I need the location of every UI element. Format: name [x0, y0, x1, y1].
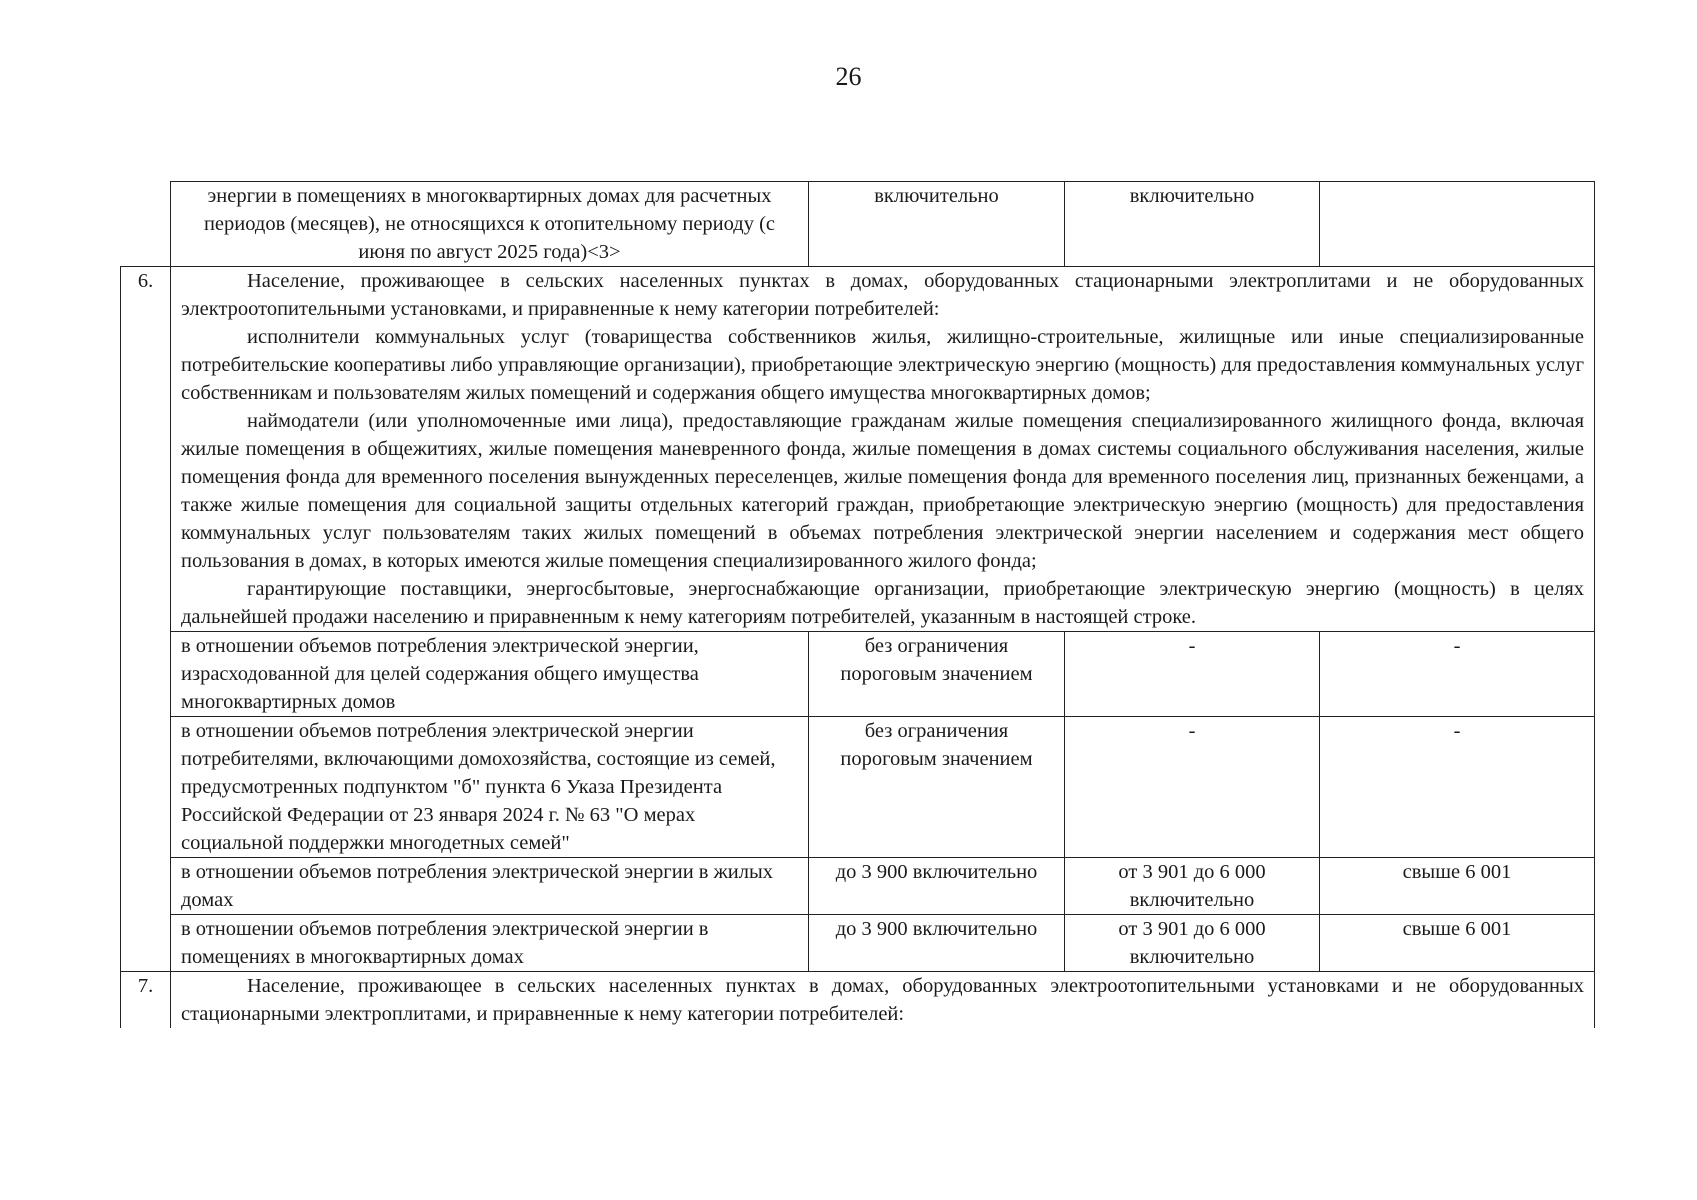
threshold-range-3 — [1320, 182, 1595, 267]
threshold-range-1: без ограничения пороговым значением — [809, 632, 1065, 717]
threshold-range-3: - — [1320, 717, 1595, 858]
threshold-range-1: без ограничения пороговым значением — [809, 717, 1065, 858]
row-number-cell — [121, 182, 171, 267]
row-description: в отношении объемов потребления электрической энергии потребителями, включающими домохозяйства, состоящие из семей, предусмотренных подпунктом "б" пункта 6 Указа Президента Российской Федерации от 23 января 2024 г. № 63 "О мерах социальной поддержки многодетных семей" — [171, 717, 809, 858]
threshold-range-3: - — [1320, 632, 1595, 717]
paragraph: гарантирующие поставщики, энергосбытовые, энергоснабжающие организации, приобретающие электрическую энергию (мощность) в целях дальнейшей продажи населению и приравненным к нему категориям потребителей, указанным в настоящей строке. — [181, 578, 1584, 628]
paragraph: исполнители коммунальных услуг (товарищества собственников жилья, жилищно-строительные, жилищные или иные специализированные потребительские кооперативы либо управляющие организации), приобретающие электрическую энергию (мощность) для предоставления коммунальных услуг собственникам и пользователям жилых помещений и содержания общего имущества многоквартирных домов; — [181, 326, 1584, 404]
row-number-cell — [121, 717, 171, 858]
table-row — [121, 182, 1595, 267]
threshold-range-2: включительно — [1065, 182, 1320, 267]
row-description: в отношении объемов потребления электрической энергии в жилых домах — [171, 858, 809, 915]
threshold-range-1: включительно — [809, 182, 1065, 267]
row-description: в отношении объемов потребления электрической энергии, израсходованной для целей содержания общего имущества многоквартирных домов — [171, 632, 809, 717]
table-row — [121, 267, 1595, 632]
row-number-cell — [121, 915, 171, 972]
threshold-range-2: - — [1065, 632, 1320, 717]
threshold-range-3: свыше 6 001 — [1320, 915, 1595, 972]
table-row — [121, 972, 1595, 1029]
tariff-table — [120, 181, 1595, 1028]
threshold-range-2: от 3 901 до 6 000 включительно — [1065, 858, 1320, 915]
threshold-range-1: до 3 900 включительно — [809, 915, 1065, 972]
row-number-cell — [121, 632, 171, 717]
table-row — [121, 632, 1595, 717]
row-category-description — [171, 972, 1595, 1029]
paragraph: Население, проживающее в сельских населенных пунктах в домах, оборудованных стационарными электроплитами и не оборудованных электроотопительными установками, и приравненные к нему категории потребителей: — [181, 270, 1584, 320]
paragraph: наймодатели (или уполномоченные ими лица), предоставляющие гражданам жилые помещения специализированного жилищного фонда, включая жилые помещения в общежитиях, жилые помещения маневренного фонда, жилые помещения в домах системы социального обслуживания населения, жилые помещения фонда для временного поселения вынужденных переселенцев, жилые помещения фонда для временного поселения лиц, признанных беженцами, а также жилые помещения для социальной защиты отдельных категорий граждан, приобретающие электрическую энергию (мощность) для предоставления коммунальных услуг пользователям таких жилых помещений в объемах потребления электрической энергии населением и содержания мест общего пользования в домах, в которых имеются жилые помещения специализированного жилого фонда; — [181, 410, 1584, 572]
row-description: в отношении объемов потребления электрической энергии в помещениях в многоквартирных домах — [171, 915, 809, 972]
threshold-range-1: до 3 900 включительно — [809, 858, 1065, 915]
threshold-range-2: - — [1065, 717, 1320, 858]
row-description: энергии в помещениях в многоквартирных домах для расчетных периодов (месяцев), не относящихся к отопительному периоду (с июня по август 2025 года)<3> — [171, 182, 809, 267]
table-row — [121, 915, 1595, 972]
page-number: 26 — [835, 62, 862, 91]
row-category-description — [171, 267, 1595, 632]
threshold-range-2: от 3 901 до 6 000 включительно — [1065, 915, 1320, 972]
row-number: 7. — [121, 972, 171, 1029]
table-row — [121, 858, 1595, 915]
table-row — [121, 717, 1595, 858]
threshold-range-3: свыше 6 001 — [1320, 858, 1595, 915]
row-number: 6. — [121, 267, 171, 632]
paragraph: Население, проживающее в сельских населенных пунктах в домах, оборудованных электроотопительными установками и не оборудованных стационарными электроплитами, и приравненные к нему категории потребителей: — [181, 975, 1584, 1025]
row-number-cell — [121, 858, 171, 915]
